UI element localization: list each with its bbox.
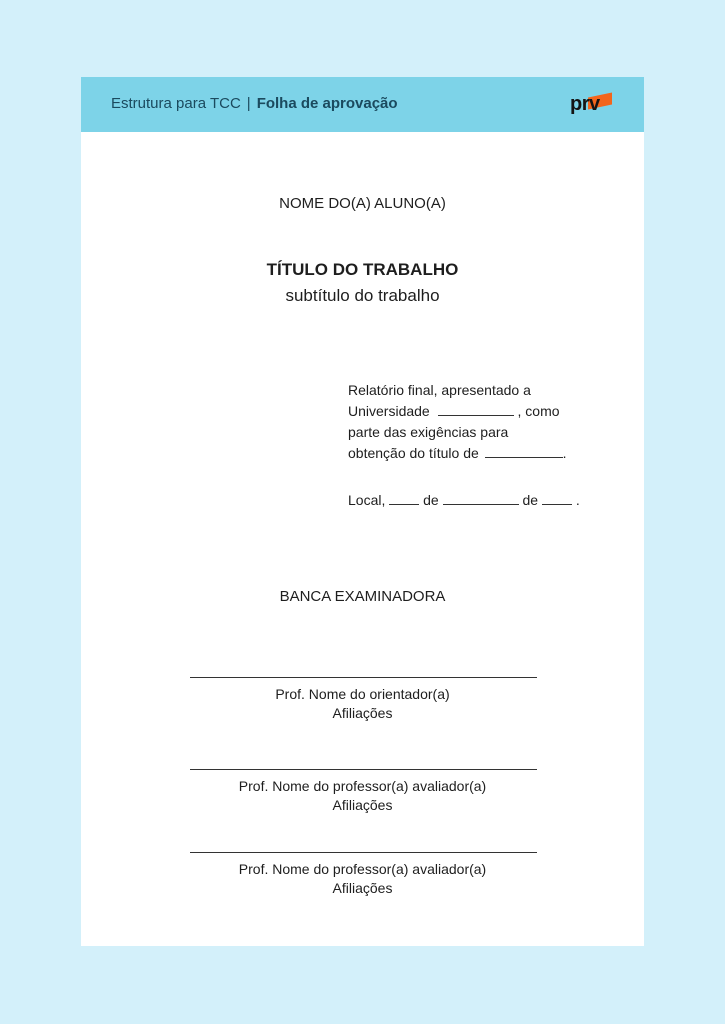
signature-line bbox=[190, 769, 537, 770]
local-date-line bbox=[348, 492, 580, 508]
signature-line bbox=[190, 852, 537, 853]
info-line-3: parte das exigências para bbox=[348, 424, 509, 440]
info-line-4 bbox=[348, 443, 628, 464]
breadcrumb bbox=[111, 95, 398, 112]
approval-sheet bbox=[81, 77, 644, 946]
committee-member-affiliation: Afiliações bbox=[332, 797, 393, 813]
year-blank bbox=[542, 492, 572, 505]
student-name: NOME DO(A) ALUNO(A) bbox=[279, 195, 446, 212]
committee-member-name: Prof. Nome do professor(a) avaliador(a) bbox=[238, 861, 487, 877]
degree-blank bbox=[485, 445, 563, 458]
info-line-4-suffix: . bbox=[562, 445, 567, 461]
de-label-2: de bbox=[522, 492, 539, 508]
work-title: TÍTULO DO TRABALHO bbox=[266, 260, 459, 279]
month-blank bbox=[443, 492, 519, 505]
committee-member-affiliation: Afiliações bbox=[332, 705, 393, 721]
work-subtitle: subtítulo do trabalho bbox=[285, 286, 440, 305]
prv-logo bbox=[570, 93, 618, 117]
info-line-1: Relatório final, apresentado a bbox=[348, 382, 531, 398]
committee-member-name: Prof. Nome do professor(a) avaliador(a) bbox=[238, 778, 487, 794]
committee-heading: BANCA EXAMINADORA bbox=[279, 588, 446, 605]
logo-text: prv bbox=[570, 93, 600, 115]
university-blank bbox=[438, 403, 514, 416]
day-blank bbox=[389, 492, 419, 505]
header-bar bbox=[81, 77, 644, 132]
breadcrumb-separator: | bbox=[246, 95, 251, 112]
breadcrumb-current: Folha de aprovação bbox=[256, 95, 398, 112]
committee-member-name: Prof. Nome do orientador(a) bbox=[275, 686, 450, 702]
local-label: Local, bbox=[348, 492, 386, 508]
de-label-1: de bbox=[423, 492, 439, 508]
local-end: . bbox=[575, 492, 580, 508]
university-label: Universidade bbox=[348, 403, 430, 419]
signature-line bbox=[190, 677, 537, 678]
committee-member-affiliation: Afiliações bbox=[332, 880, 393, 896]
report-info bbox=[348, 380, 628, 464]
degree-label: obtenção do título de bbox=[348, 445, 479, 461]
breadcrumb-main: Estrutura para TCC bbox=[111, 95, 241, 112]
info-line-2-suffix: , como bbox=[517, 403, 560, 419]
info-line-2 bbox=[348, 401, 628, 422]
